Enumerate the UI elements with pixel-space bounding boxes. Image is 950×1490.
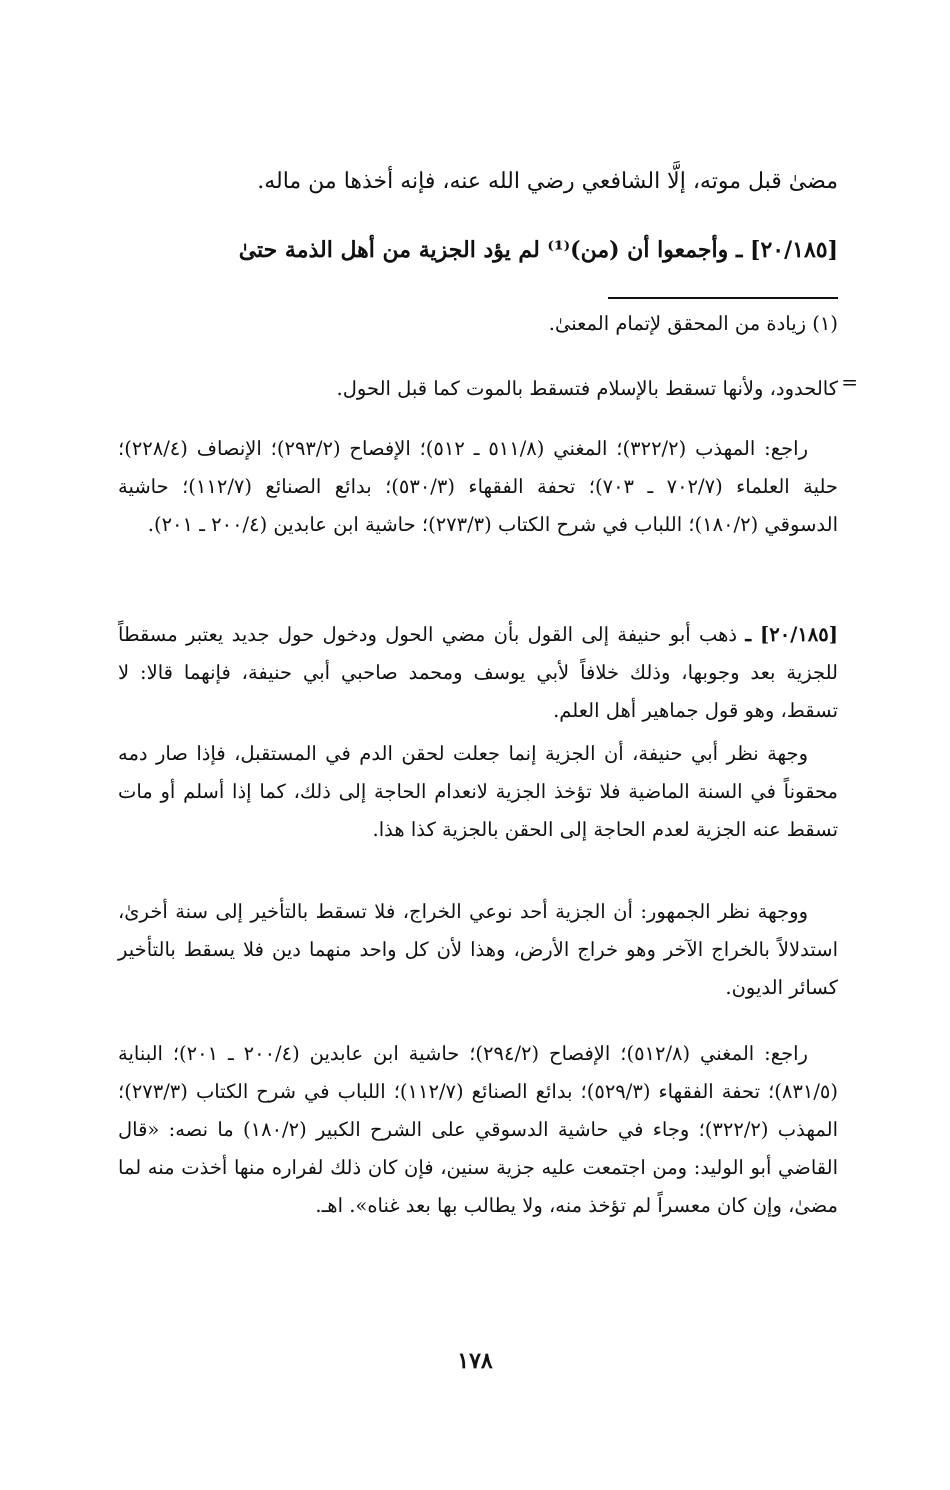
page-number: ١٧٨ — [457, 1348, 493, 1374]
commentary-paragraph-4: ووجهة نظر الجمهور: أن الجزية أحد نوعي الخراج، فلا تسقط بالتأخير إلى سنة أخرىٰ، استدلالاً بالخراج الآخر وهو خراج الأرض، وهذا لأن كل واحد منهما دين فلا يسقط بالتأخير كسائر الديون. — [118, 900, 838, 999]
continuation-mark: = — [841, 370, 858, 394]
footnote-1: (١) زيادة من المحقق لإتمام المعنىٰ. — [548, 312, 838, 335]
issue-reference: [٢٠/١٨٥] ـ — [745, 623, 838, 646]
main-text-line-1: مضىٰ قبل موته، إلَّا الشافعي رضي الله عنه، فإنه أخذها من ماله. — [257, 169, 838, 194]
issue-text: وأجمعوا أن (من)⁽¹⁾ لم يؤد الجزية من أهل الذمة حتىٰ — [238, 237, 729, 263]
commentary-references-1: راجع: المهذب (٣٢٢/٢)؛ المغني (٥١١/٨ ـ ٥١٢)؛ الإفصاح (٢٩٣/٢)؛ الإنصاف (٢٢٨/٤)؛ حلية العلماء (٧٠٢/٧ ـ ٧٠٣)؛ تحفة الفقهاء (٥٣٠/٣)؛ بدائع الصنائع (١١٢/٧)؛ حاشية الدسوقي (١٨٠/٢)؛ اللباب في شرح الكتاب (٢٧٣/٣)؛ حاشية ابن عابدين (٢٠٠/٤ ـ ٢٠١). — [118, 437, 838, 536]
footnote-separator — [608, 297, 838, 299]
commentary-paragraph-1: كالحدود، ولأنها تسقط بالإسلام فتسقط بالموت كما قبل الحول. — [336, 377, 838, 400]
issue-reference: [٢٠/١٨٥] ـ — [735, 237, 838, 263]
main-text-line-2 — [118, 228, 838, 272]
commentary-paragraph-2 — [118, 616, 838, 730]
commentary-references-2: راجع: المغني (٥١٢/٨)؛ الإفصاح (٢٩٤/٢)؛ حاشية ابن عابدين (٢٠٠/٤ ـ ٢٠١)؛ البناية (٨٣١/٥)؛ تحفة الفقهاء (٥٢٩/٣)؛ بدائع الصنائع (١١٢/٧)؛ اللباب في شرح الكتاب (٢٧٣/٣)؛ المهذب (٣٢٢/٢)؛ وجاء في حاشية الدسوقي على الشرح الكبير (١٨٠/٢) ما نصه: «قال القاضي أبو الوليد: ومن اجتمعت عليه جزية سنين، فإن كان ذلك لفراره منها أخذت منه لما مضىٰ، وإن كان معسراً لم تؤخذ منه، ولا يطالب بها بعد غناه». اهـ. — [118, 1042, 838, 1217]
commentary-paragraph-3: وجهة نظر أبي حنيفة، أن الجزية إنما جعلت لحقن الدم في المستقبل، فإذا صار دمه محقوناً في السنة الماضية فلا تؤخذ الجزية لانعدام الحاجة إلى ذلك، كما إذا أسلم أو مات تسقط عنه الجزية لعدم الحاجة إلى الحقن بالجزية كذا هذا. — [118, 742, 838, 841]
commentary-text: ذهب أبو حنيفة إلى القول بأن مضي الحول ودخول حول جديد يعتبر مسقطاً للجزية بعد وجوبها، وذلك خلافاً لأبي يوسف ومحمد صاحبي أبي حنيفة، فإنهما قالا: لا تسقط، وهو قول جماهير أهل العلم. — [118, 623, 838, 722]
